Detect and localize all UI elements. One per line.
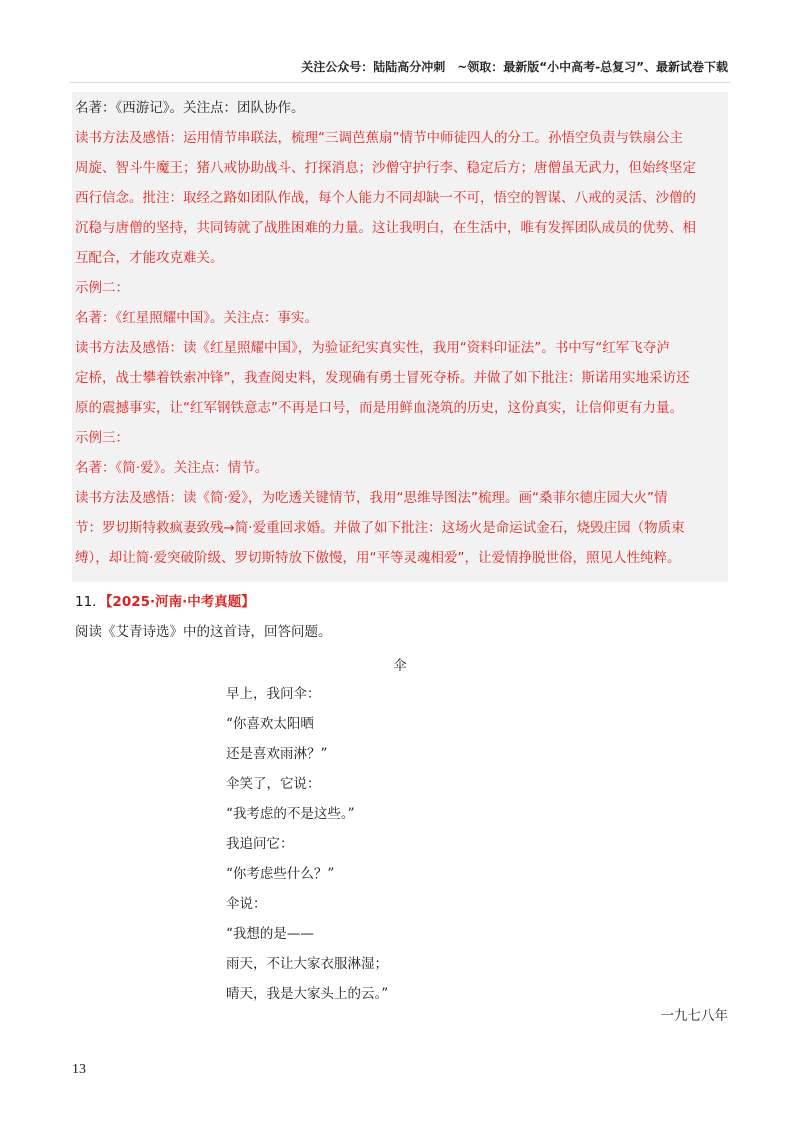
page-header: 关注公众号：陆陆高分冲刺 ~领取：最新版“小中高考-总复习”、最新试卷下载 [301, 60, 728, 74]
poem-title: 伞 [393, 658, 407, 674]
answer-line: 节：罗切斯特救疯妻致残→简·爱重回求婚。并做了如下批注：这场火是命运试金石，烧毁庄园（物质束 [75, 520, 685, 536]
poem-line: “你喜欢太阳晒 [226, 716, 314, 732]
answer-line: 读书方法及感悟：读《简·爱》，为吃透关键情节，我用“思维导图法”梳理。画“桑菲尔德庄园大火”情 [75, 490, 668, 506]
answer-line: 定桥，战士攀着铁索冲锋”，我查阅史料，发现确有勇士冒死夺桥。并做了如下批注：斯诺用实地采访还 [75, 370, 690, 386]
poem-line: 我追问它： [226, 836, 294, 852]
answer-line: 西行信念。批注：取经之路如团队作战，每个人能力不同却缺一不可，悟空的智谋、八戒的灵活、沙僧的 [75, 190, 696, 206]
answer-line: 示例三： [75, 430, 129, 446]
answer-line: 名著：《简·爱》。关注点：情节。 [75, 460, 269, 476]
answer-line: 原的震撼事实，让“红军钢铁意志”不再是口号，而是用鲜血浇筑的历史，这份真实，让信仰更有力量。 [75, 400, 683, 416]
answer-line: 读书方法及感悟：读《红星照耀中国》，为验证纪实真实性，我用“资料印证法”。书中写“红军飞夺泸 [75, 340, 670, 356]
answer-line: 沉稳与唐僧的坚持，共同铸就了战胜困难的力量。这让我明白，在生活中，唯有发挥团队成员的优势、相 [75, 220, 696, 236]
answer-line: 互配合，才能攻克难关。 [75, 250, 224, 266]
poem-line: 早上，我问伞： [226, 686, 321, 702]
answer-line: 读书方法及感悟：运用情节串联法，梳理“三调芭蕉扇”情节中师徒四人的分工。孙悟空负责与铁扇公主 [75, 130, 683, 146]
answer-line: 名著：《西游记》。关注点：团队协作。 [75, 100, 305, 116]
header-divider [70, 82, 730, 83]
poem-line: “我想的是—— [226, 926, 314, 942]
question-source-tag: 【2025·河南·中考真题】 [105, 594, 255, 610]
answer-line: 示例二： [75, 280, 129, 296]
poem-line: 伞说： [226, 896, 267, 912]
poem-line: “你考虑些什么？” [226, 866, 335, 882]
question-prompt: 阅读《艾青诗选》中的这首诗，回答问题。 [75, 624, 332, 640]
answer-line: 缚），却让简·爱突破阶级、罗切斯特放下傲慢，用“平等灵魂相爱”，让爱情挣脱世俗，照见人性纯粹。 [75, 550, 681, 566]
poem-line: “我考虑的不是这些。” [226, 806, 355, 822]
poem-line: 伞笑了，它说： [226, 776, 321, 792]
poem-line: 晴天，我是大家头上的云。” [226, 986, 389, 1002]
answer-line: 名著：《红星照耀中国》。关注点：事实。 [75, 310, 318, 326]
answer-line: 周旋、智斗牛魔王；猪八戒协助战斗、打探消息；沙僧守护行李、稳定后方；唐僧虽无武力，但始终坚定 [75, 160, 696, 176]
poem-date: 一九七八年 [660, 1008, 728, 1024]
poem-line: 雨天，不让大家衣服淋湿； [226, 956, 388, 972]
question-number: 11． [75, 594, 106, 610]
poem-line: 还是喜欢雨淋？” [226, 746, 328, 762]
page-number: 13 [72, 1062, 86, 1077]
question-heading [75, 592, 727, 612]
